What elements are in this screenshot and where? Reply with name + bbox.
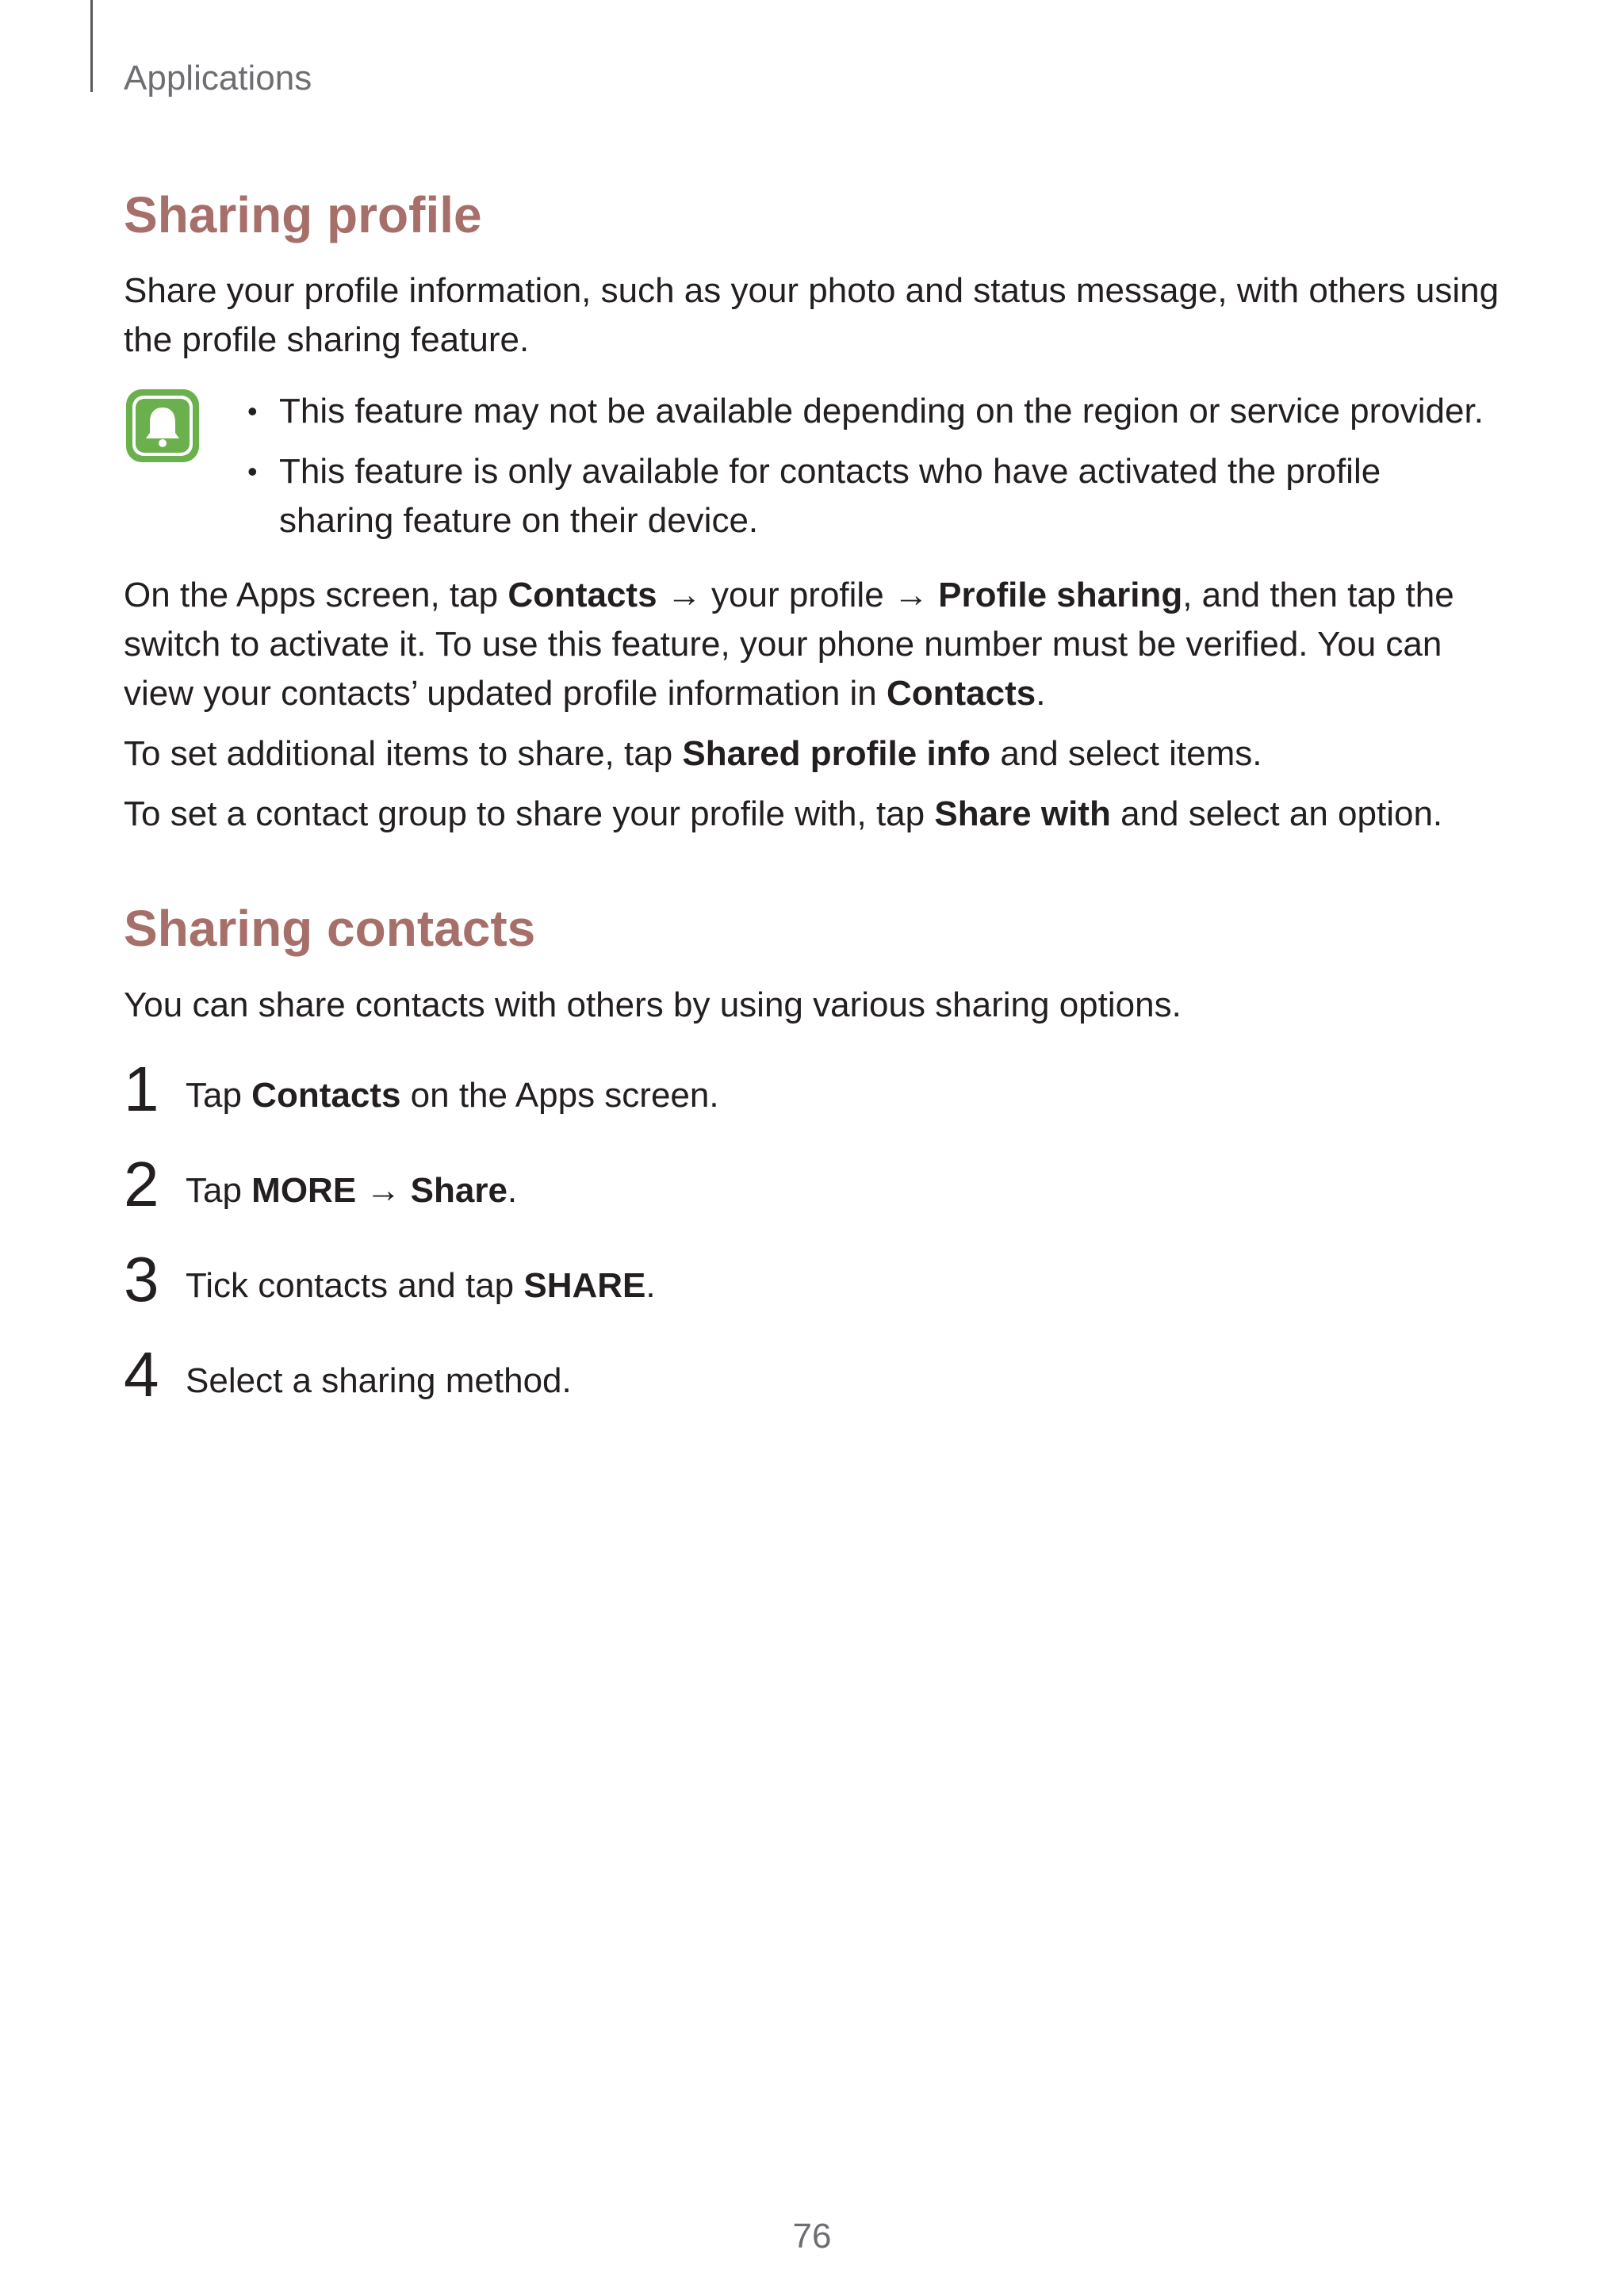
bold-term: Contacts [251, 1075, 401, 1115]
bold-term: Contacts [508, 576, 657, 615]
steps-list [124, 1053, 1503, 1444]
text-run: , and then tap the switch to activate it. To use this feature, your phone number must be verified. You can view your contacts’ updated profile information in [124, 576, 1454, 714]
text-run: To set additional items to share, tap [124, 734, 683, 774]
step-item [124, 1338, 1503, 1444]
bold-term: SHARE [523, 1265, 646, 1305]
step-item [124, 1053, 1503, 1158]
sharing-profile-intro: Share your profile information, such as your photo and status message, with others using the profile sharing feature. [124, 271, 1500, 360]
sharing-profile-heading: Sharing profile [124, 186, 482, 243]
bold-term: Share [410, 1170, 508, 1210]
sharing-contacts-heading: Sharing contacts [124, 900, 536, 958]
step-text [186, 1357, 572, 1406]
text-run: On the Apps screen, tap [124, 576, 508, 615]
step-number: 2 [124, 1148, 159, 1219]
bullet-icon: • [247, 455, 258, 488]
text-run: Tap [186, 1075, 252, 1115]
step-number: 3 [124, 1243, 159, 1314]
notification-bell-icon [124, 387, 201, 465]
note-box [124, 387, 1503, 545]
section-label: Applications [124, 59, 312, 98]
bullet-icon: • [247, 395, 258, 428]
text-run: and select an option. [1110, 794, 1443, 834]
text-run: Tick contacts and tap [186, 1265, 524, 1305]
page-rule [90, 0, 93, 92]
bold-term: MORE [251, 1170, 357, 1210]
text-run: Tap [186, 1170, 252, 1210]
step-number: 4 [124, 1338, 159, 1410]
shared-items-paragraph [124, 729, 1503, 779]
note-list [247, 387, 1503, 545]
note-text: This feature may not be available depending on the region or service provider. [279, 392, 1484, 431]
step-item [124, 1148, 1503, 1253]
bold-term: Share with [934, 794, 1111, 834]
text-run: To set a contact group to share your profile with, tap [124, 794, 935, 834]
bold-term: Shared profile info [682, 734, 991, 774]
text-run: → [356, 1170, 411, 1210]
bold-term: Contacts [886, 674, 1036, 714]
text-run: . [645, 1265, 656, 1305]
step-number: 1 [124, 1053, 159, 1124]
step-text [186, 1071, 719, 1120]
text-run: . [507, 1170, 518, 1210]
note-text: This feature is only available for contacts who have activated the profile sharing feature on their device. [279, 452, 1381, 541]
step-item [124, 1243, 1503, 1349]
sharing-contacts-intro: You can share contacts with others by using various sharing options. [124, 985, 1182, 1024]
content [124, 187, 1503, 1444]
instructions-paragraph [124, 571, 1503, 718]
step-text [186, 1166, 517, 1215]
bold-term: Profile sharing [938, 576, 1183, 615]
text-run: on the Apps screen. [400, 1075, 719, 1115]
share-with-paragraph [124, 790, 1503, 839]
note-item [247, 447, 1503, 545]
page-number: 76 [792, 2217, 832, 2256]
step-text [186, 1261, 656, 1311]
text-run: and select items. [990, 734, 1262, 774]
text-run: . [1036, 674, 1046, 714]
text-run: → your profile → [657, 576, 939, 615]
note-item [247, 387, 1503, 436]
text-run: Select a sharing method. [186, 1360, 572, 1400]
